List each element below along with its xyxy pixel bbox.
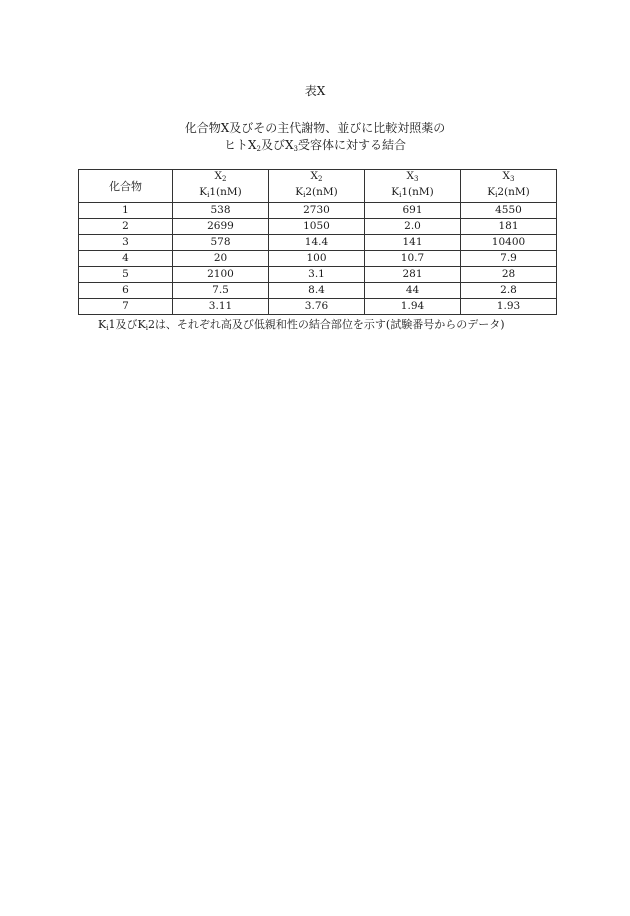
footnote-text: 2は、それぞれ高及び低親和性の結合部位を示す(試験番号からのデータ) bbox=[147, 318, 505, 331]
header-constant bbox=[173, 186, 268, 202]
column-header bbox=[461, 170, 557, 203]
value-cell: 1.93 bbox=[461, 299, 557, 315]
receptor-label: X bbox=[406, 170, 414, 182]
constant-unit: 2(nM) bbox=[497, 186, 530, 198]
caption-subscript: 2 bbox=[256, 145, 261, 153]
receptor-label: X bbox=[502, 170, 510, 182]
constant-subscript: i bbox=[399, 191, 402, 199]
constant-unit: 1(nM) bbox=[209, 186, 242, 198]
footnote-subscript: i bbox=[145, 324, 148, 332]
table-row bbox=[79, 203, 557, 219]
column-header bbox=[365, 170, 461, 203]
value-cell: 3.11 bbox=[173, 299, 269, 315]
value-cell: 1050 bbox=[269, 219, 365, 235]
value-cell: 4550 bbox=[461, 203, 557, 219]
table-row bbox=[79, 235, 557, 251]
compound-cell: 3 bbox=[79, 235, 173, 251]
value-cell: 7.5 bbox=[173, 283, 269, 299]
header-receptor bbox=[365, 170, 460, 186]
constant-unit: 2(nM) bbox=[305, 186, 338, 198]
table-row bbox=[79, 251, 557, 267]
header-constant bbox=[269, 186, 364, 202]
caption-line-1: 化合物X及びその主代謝物、並びに比較対照薬の bbox=[184, 121, 446, 135]
footnote-subscript: i bbox=[106, 324, 109, 332]
caption-line-2 bbox=[0, 137, 630, 158]
column-header-compound: 化合物 bbox=[79, 170, 173, 203]
value-cell: 2100 bbox=[173, 267, 269, 283]
value-cell: 14.4 bbox=[269, 235, 365, 251]
header-constant bbox=[461, 186, 556, 202]
value-cell: 100 bbox=[269, 251, 365, 267]
table-row bbox=[79, 219, 557, 235]
header-receptor bbox=[269, 170, 364, 186]
table-header-row bbox=[79, 170, 557, 203]
constant-unit: 1(nM) bbox=[401, 186, 434, 198]
header-receptor bbox=[173, 170, 268, 186]
value-cell: 578 bbox=[173, 235, 269, 251]
column-header bbox=[173, 170, 269, 203]
compound-cell: 1 bbox=[79, 203, 173, 219]
compound-cell: 5 bbox=[79, 267, 173, 283]
column-header bbox=[269, 170, 365, 203]
receptor-label: X bbox=[310, 170, 318, 182]
receptor-subscript: 3 bbox=[414, 175, 419, 183]
table-row bbox=[79, 299, 557, 315]
constant-label: K bbox=[487, 186, 496, 198]
constant-label: K bbox=[295, 186, 304, 198]
caption-text: 及びX bbox=[260, 138, 294, 152]
constant-subscript: i bbox=[303, 191, 306, 199]
value-cell: 8.4 bbox=[269, 283, 365, 299]
binding-table bbox=[78, 169, 557, 315]
table-heading: 表X bbox=[304, 84, 326, 98]
footnote-text: 1及びK bbox=[108, 318, 146, 331]
compound-cell: 2 bbox=[79, 219, 173, 235]
value-cell: 2.8 bbox=[461, 283, 557, 299]
value-cell: 3.76 bbox=[269, 299, 365, 315]
constant-label: K bbox=[391, 186, 400, 198]
table-row bbox=[79, 283, 557, 299]
receptor-subscript: 2 bbox=[318, 175, 323, 183]
value-cell: 2730 bbox=[269, 203, 365, 219]
compound-cell: 6 bbox=[79, 283, 173, 299]
table-row bbox=[79, 267, 557, 283]
header-receptor bbox=[461, 170, 556, 186]
receptor-subscript: 3 bbox=[510, 175, 515, 183]
value-cell: 2699 bbox=[173, 219, 269, 235]
footnote-text: K bbox=[98, 318, 107, 331]
value-cell: 20 bbox=[173, 251, 269, 267]
value-cell: 181 bbox=[461, 219, 557, 235]
constant-subscript: i bbox=[207, 191, 210, 199]
caption-subscript: 3 bbox=[293, 145, 298, 153]
value-cell: 10.7 bbox=[365, 251, 461, 267]
value-cell: 7.9 bbox=[461, 251, 557, 267]
compound-cell: 7 bbox=[79, 299, 173, 315]
value-cell: 10400 bbox=[461, 235, 557, 251]
caption-text: 受容体に対する結合 bbox=[298, 138, 407, 152]
compound-cell: 4 bbox=[79, 251, 173, 267]
header-constant bbox=[365, 186, 460, 202]
value-cell: 141 bbox=[365, 235, 461, 251]
value-cell: 44 bbox=[365, 283, 461, 299]
receptor-subscript: 2 bbox=[222, 175, 227, 183]
table-footnote bbox=[98, 318, 505, 335]
constant-label: K bbox=[199, 186, 208, 198]
value-cell: 281 bbox=[365, 267, 461, 283]
value-cell: 2.0 bbox=[365, 219, 461, 235]
caption-text: ヒトX bbox=[223, 138, 257, 152]
constant-subscript: i bbox=[495, 191, 498, 199]
value-cell: 691 bbox=[365, 203, 461, 219]
receptor-label: X bbox=[214, 170, 222, 182]
value-cell: 538 bbox=[173, 203, 269, 219]
table-caption bbox=[0, 120, 630, 158]
value-cell: 1.94 bbox=[365, 299, 461, 315]
value-cell: 28 bbox=[461, 267, 557, 283]
value-cell: 3.1 bbox=[269, 267, 365, 283]
